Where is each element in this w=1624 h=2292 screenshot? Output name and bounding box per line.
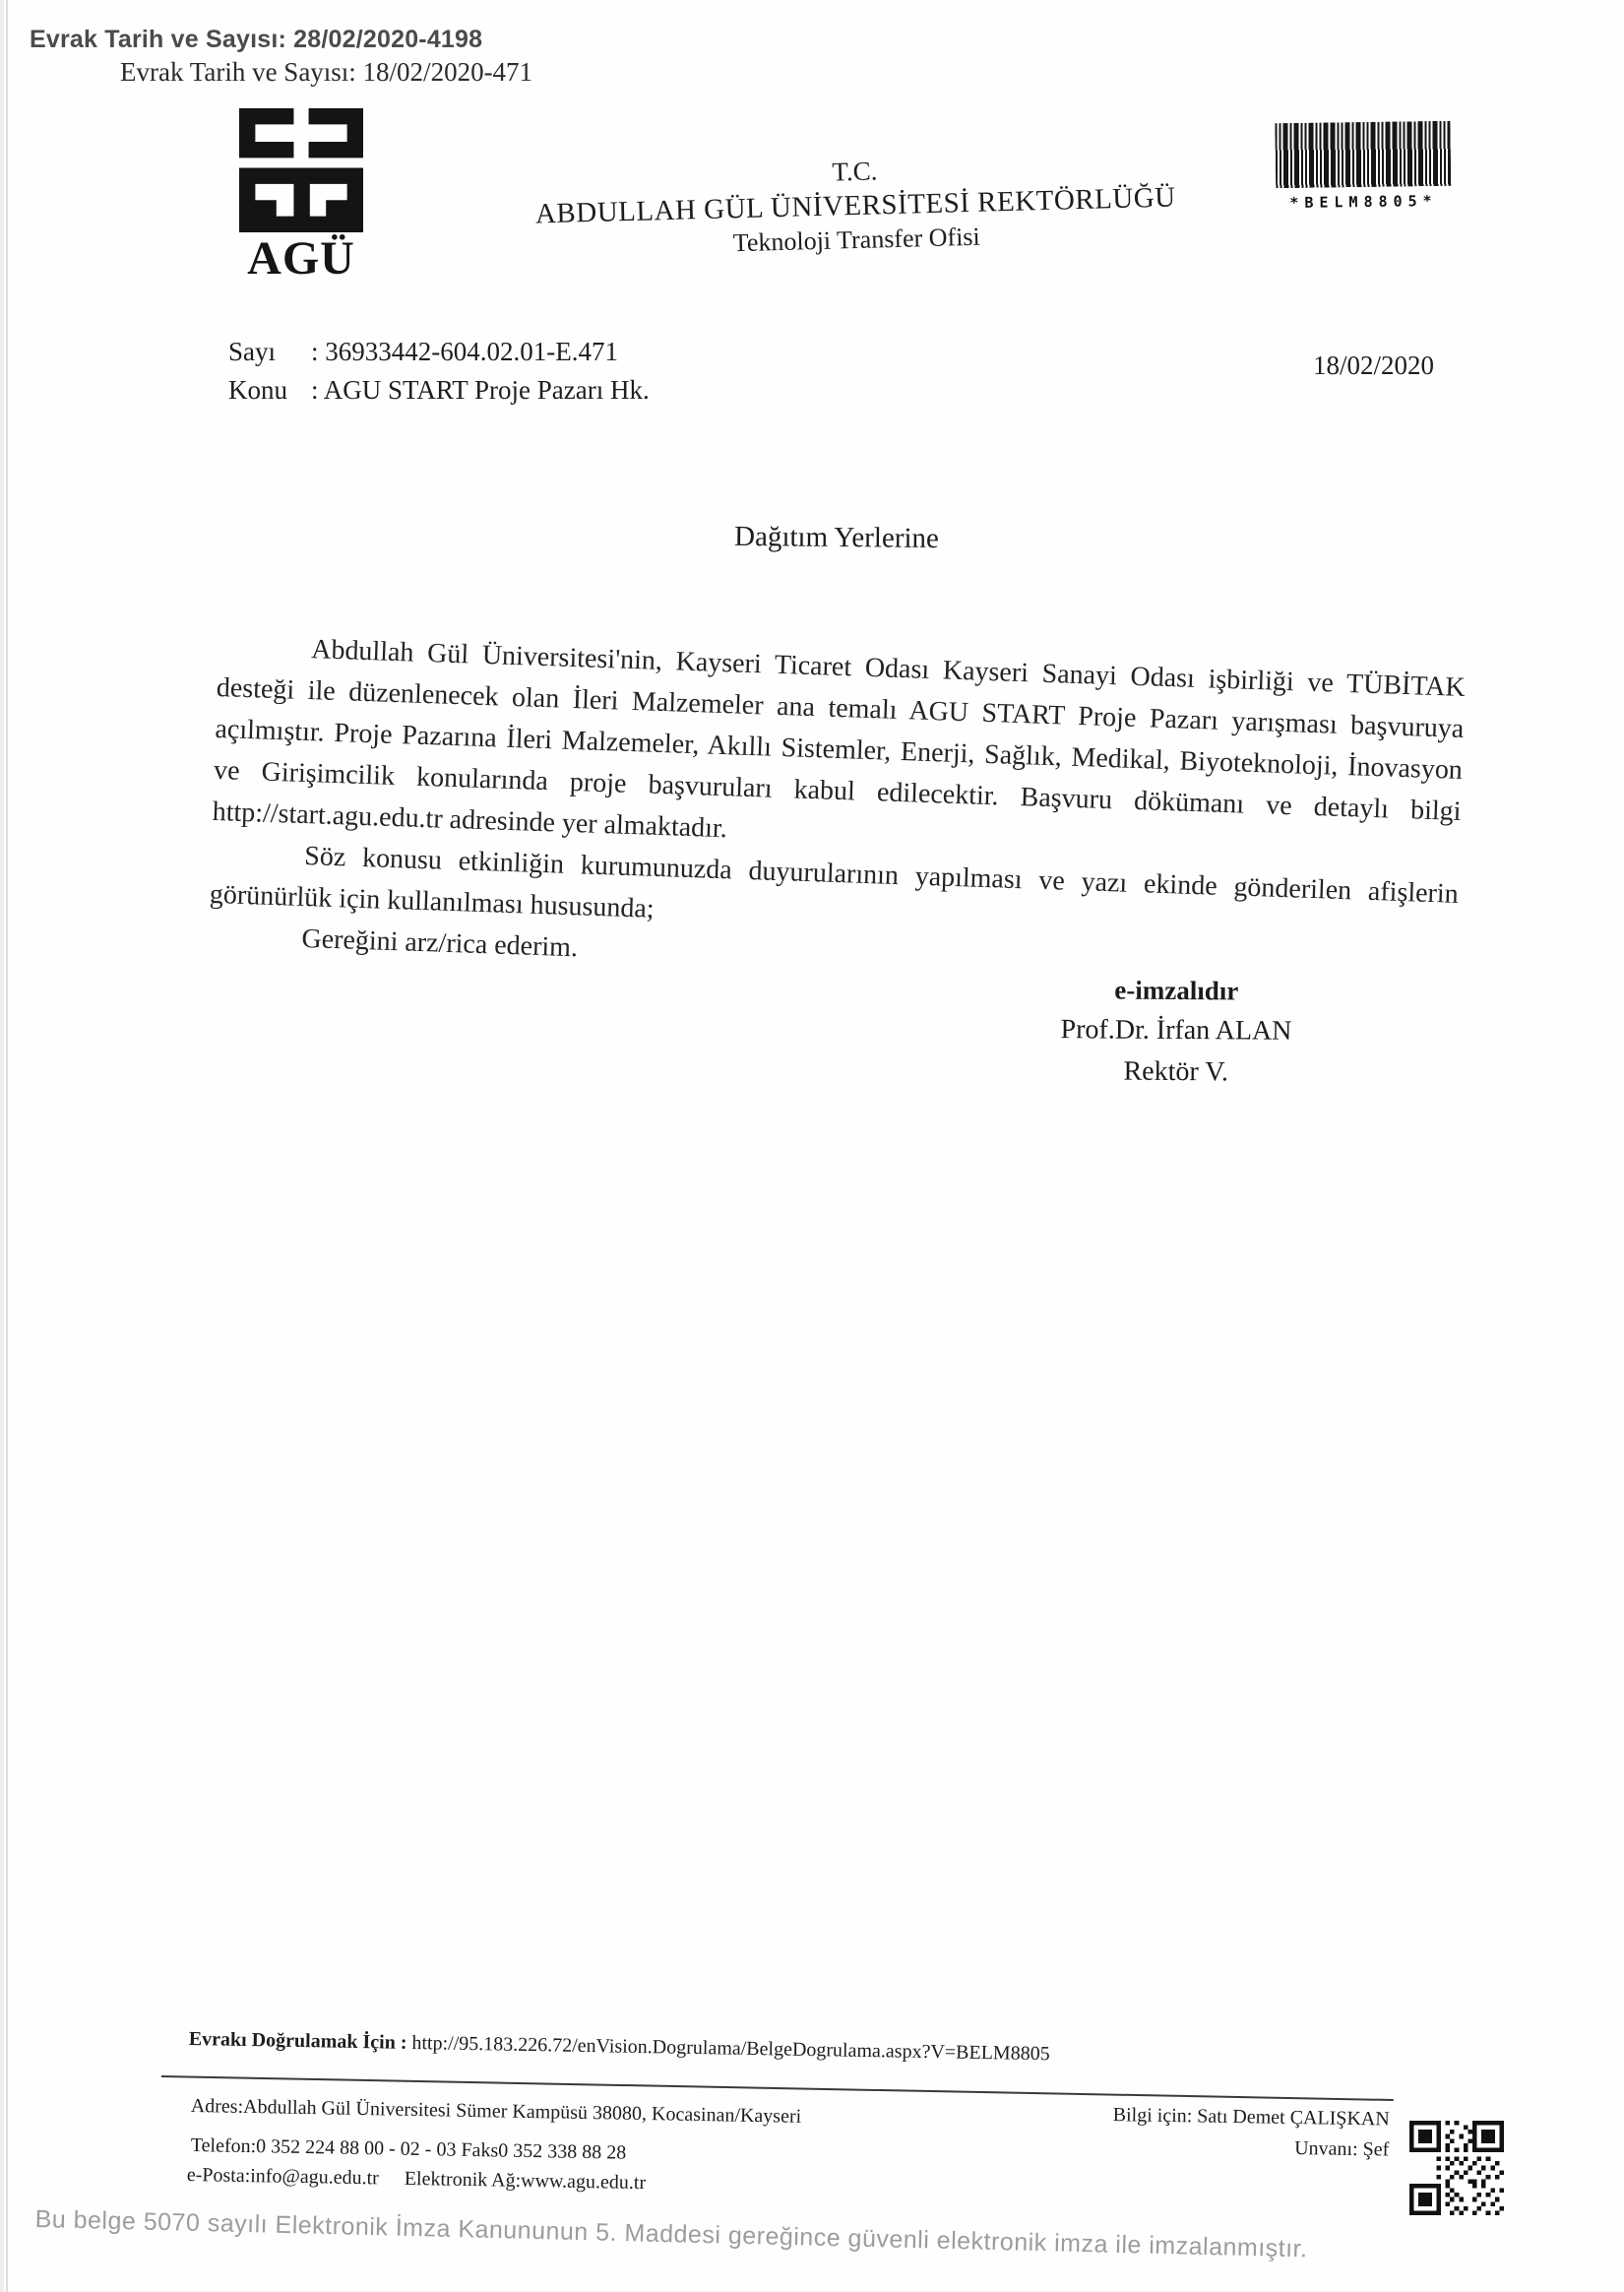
header-office: Teknoloji Transfer Ofisi bbox=[732, 222, 981, 258]
esign-label: e-imzalıdır bbox=[1114, 975, 1239, 1006]
doc-date: 18/02/2020 bbox=[1313, 350, 1435, 380]
legal-note: Bu belge 5070 sayılı Elektronik İmza Kanununun 5. Maddesi gereğince güvenli elektronik imza ile imzalanmıştır. bbox=[34, 2205, 1308, 2263]
signature-block bbox=[1004, 970, 1349, 1094]
subject-value: : AGU START Proje Pazarı Hk. bbox=[311, 375, 650, 405]
document-meta bbox=[228, 333, 650, 410]
contact-title-line: Unvanı: Şef bbox=[1294, 2137, 1390, 2161]
scan-edge-line bbox=[6, 0, 8, 2292]
verify-url: http://95.183.226.72/enVision.Dogrulama/BelgeDogrulama.aspx?V=BELM8805 bbox=[411, 2031, 1050, 2066]
body-paragraph-2: Söz konusu etkinliğin kurumunuzda duyurularının yapılması ve yazı ekinde gönderilen afişlerin görünürlük için kullanılması hususunda; bbox=[209, 841, 1460, 924]
email-line bbox=[187, 2164, 647, 2195]
signer-name: Prof.Dr. İrfan ALAN bbox=[1060, 1014, 1292, 1047]
stamp-date-number-outer: Evrak Tarih ve Sayısı: 28/02/2020-4198 bbox=[30, 26, 483, 53]
agu-logo bbox=[236, 108, 366, 284]
subject-row bbox=[228, 371, 650, 410]
agu-logo-mark bbox=[239, 108, 363, 232]
letterhead bbox=[510, 147, 1201, 265]
recipient-line: Dağıtım Yerlerine bbox=[733, 520, 940, 555]
header-tc: T.C. bbox=[832, 156, 878, 187]
body-paragraph-1: Abdullah Gül Üniversitesi'nin, Kayseri Ticaret Odası Kayseri Sanayi Odası işbirliği ve TÜBİTAK desteği ile düzenlenecek olan İleri Malzemeler ana temalı AGU START Proje Pazarı yarışması başvuruya açılmıştır. Proje Pazarına İleri Malzemeler, Akıllı Sistemler, Enerji, Sağlık, Medikal, Biyoteknoloji, İnovasyon ve Girişimcilik konularında proje başvuruları kabul edilecektir. Başvuru dökümanı ve detaylı bilgi http://start.agu.edu.tr adresinde yer almaktadır. bbox=[212, 634, 1467, 845]
agu-logo-text: AGÜ bbox=[247, 232, 355, 285]
contact-block bbox=[1042, 2103, 1390, 2162]
email-value: e-Posta:info@agu.edu.tr bbox=[186, 2164, 380, 2190]
doc-number-label: Sayı bbox=[228, 337, 277, 366]
doc-number-value: : 36933442-604.02.01-E.471 bbox=[311, 337, 618, 366]
verify-label: Evrakı Doğrulamak İçin : bbox=[188, 2028, 407, 2054]
document-barcode bbox=[1275, 121, 1451, 212]
phone-line: Telefon:0 352 224 88 00 - 02 - 03 Faks0 352 338 88 28 bbox=[190, 2134, 627, 2164]
barcode-label: *BELM8805* bbox=[1289, 191, 1438, 213]
verify-line bbox=[189, 2028, 1050, 2066]
barcode-bars bbox=[1275, 121, 1451, 188]
subject-label: Konu bbox=[228, 375, 287, 405]
qr-code bbox=[1409, 2121, 1504, 2220]
address-line: Adres:Abdullah Gül Üniversitesi Sümer Kampüsü 38080, Kocasinan/Kayseri bbox=[190, 2095, 802, 2128]
page-left-shadow bbox=[0, 0, 4, 2292]
letter-body bbox=[208, 626, 1466, 998]
header-university: ABDULLAH GÜL ÜNİVERSİTESİ REKTÖRLÜĞÜ bbox=[534, 181, 1177, 230]
stamp-date-number-inner: Evrak Tarih ve Sayısı: 18/02/2020-471 bbox=[120, 57, 533, 87]
doc-number-row bbox=[228, 333, 650, 371]
body-paragraph-3: Gereğini arz/rica ederim. bbox=[301, 923, 579, 964]
contact-name-line: Bilgi için: Satı Demet ÇALIŞKAN bbox=[1112, 2104, 1390, 2131]
signer-title: Rektör V. bbox=[1123, 1055, 1228, 1088]
website-value: Elektronik Ağ:www.agu.edu.tr bbox=[404, 2167, 647, 2195]
